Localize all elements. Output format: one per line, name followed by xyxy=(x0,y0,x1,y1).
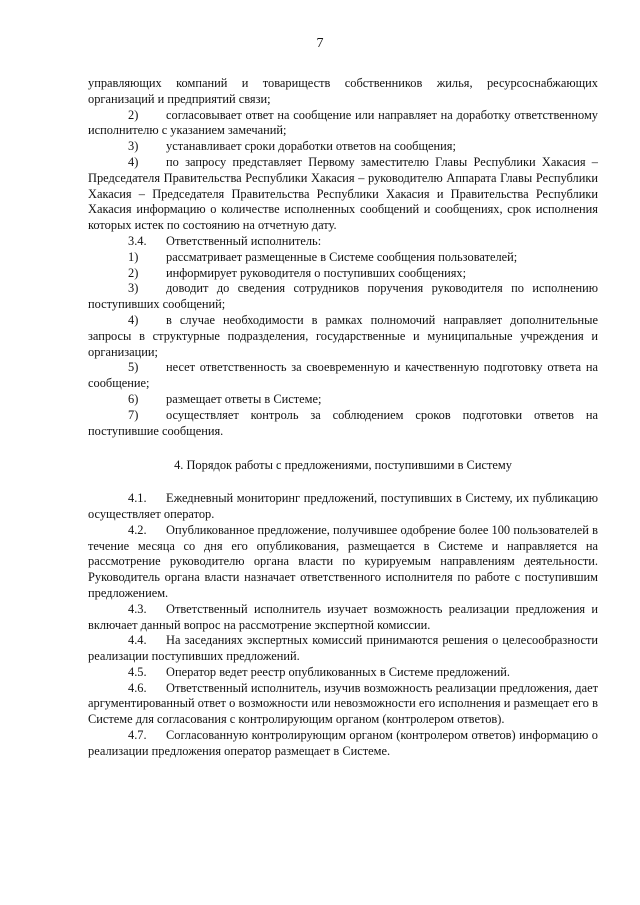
list-item xyxy=(88,408,598,440)
item-text: рассматривает размещенные в Системе сообщения пользователей; xyxy=(166,249,518,264)
item-number: 2) xyxy=(128,265,139,280)
list-item xyxy=(88,633,598,665)
item-text: информирует руководителя о поступивших сообщениях; xyxy=(166,265,467,280)
item-number: 4.4. xyxy=(128,633,147,648)
item-text: Ответственный исполнитель: xyxy=(166,233,322,248)
list-item xyxy=(88,392,598,408)
section-3-continuation xyxy=(88,76,598,439)
item-number: 2) xyxy=(128,107,139,122)
section-4-body xyxy=(88,491,598,760)
item-number: 4.5. xyxy=(128,664,147,679)
list-item xyxy=(88,728,598,760)
item-text: размещает ответы в Системе; xyxy=(166,391,322,406)
item-number: 4.6. xyxy=(128,680,147,695)
item-number: 3) xyxy=(128,281,139,296)
item-number: 6) xyxy=(128,391,139,406)
item-text: осуществляет контроль за соблюдением сроков подготовки ответов на поступившие сообщения. xyxy=(88,407,598,438)
list-item xyxy=(88,491,598,523)
list-item xyxy=(88,681,598,728)
item-text: в случае необходимости в рамках полномочий направляет дополнительные запросы в структурные подразделения, государственные и муниципальные учреждения и организации; xyxy=(88,312,598,359)
item-text: Согласованную контролирующим органом (контролером ответов) информацию о реализации предложения оператор размещает в Системе. xyxy=(88,728,598,758)
item-text: доводит до сведения сотрудников поручения руководителя по исполнению поступивших сообщений; xyxy=(88,281,598,312)
item-text: устанавливает сроки доработки ответов на сообщения; xyxy=(166,139,456,154)
list-item xyxy=(88,155,598,234)
page-number: 7 xyxy=(316,36,324,51)
item-text: несет ответственность за своевременную и качественную подготовку ответа на сообщение; xyxy=(88,360,598,391)
item-number: 4.1. xyxy=(128,491,147,506)
item-number: 3) xyxy=(128,139,139,154)
list-item xyxy=(88,234,598,250)
item-number: 4.3. xyxy=(128,601,147,616)
item-number: 1) xyxy=(128,249,139,264)
list-item xyxy=(88,266,598,282)
item-number: 4.7. xyxy=(128,728,147,743)
list-item xyxy=(88,523,598,602)
item-text: На заседаниях экспертных комиссий принимаются решения о целесообразности реализации поступивших предложений. xyxy=(88,633,598,664)
list-item xyxy=(88,250,598,266)
list-item xyxy=(88,602,598,634)
paragraph-continuation: управляющих компаний и товариществ собственников жилья, ресурсоснабжающих организаций и предприятий связи; xyxy=(88,76,598,106)
item-number: 7) xyxy=(128,407,139,422)
item-text: Ответственный исполнитель, изучив возможность реализации предложения, дает аргументированный ответ о возможности или невозможности его исполнения и размещает его в Системе для согласования с контролирующим органом (контролером ответов). xyxy=(88,680,598,727)
list-item xyxy=(88,313,598,360)
list-item xyxy=(88,108,598,140)
list-item xyxy=(88,665,598,681)
list-item xyxy=(88,281,598,313)
item-number: 3.4. xyxy=(128,233,147,248)
item-text: согласовывает ответ на сообщение или направляет на доработку ответственному исполнителю с указанием замечаний; xyxy=(88,107,598,138)
item-text: Ежедневный мониторинг предложений, поступивших в Систему, их публикацию осуществляет оператор. xyxy=(88,491,598,521)
document-body xyxy=(88,76,598,760)
item-text: Опубликованное предложение, получившее одобрение более 100 пользователей в течение месяца со дня его опубликования, размещается в Системе и направляется на рассмотрение руководителю органа власти по курируемым направлениям деятельности. Руководитель органа власти назначает ответственного исполнителя по работе с поступившим предложением. xyxy=(88,522,598,600)
item-text: по запросу представляет Первому заместителю Главы Республики Хакасия – Председателя Правительства Республики Хакасия – руководителю Аппарата Главы Республики Хакасия – Председателя Правительства Республики Хакасия и Правительства Республики Хакасия информацию о количестве исполненных сообщений и сообщениях, срок исполнения которых истек по состоянию на отчетную дату. xyxy=(88,154,598,233)
list-item xyxy=(88,139,598,155)
item-number: 4) xyxy=(128,154,139,169)
item-number: 5) xyxy=(128,360,139,375)
item-number: 4.2. xyxy=(128,522,147,537)
item-text: Ответственный исполнитель изучает возможность реализации предложения и включает данный вопрос на рассмотрение экспертной комиссии. xyxy=(88,601,598,632)
item-text: Оператор ведет реестр опубликованных в Системе предложений. xyxy=(166,664,510,679)
item-number: 4) xyxy=(128,312,139,327)
list-item xyxy=(88,360,598,392)
section-4-heading: 4. Порядок работы с предложениями, поступившими в Систему xyxy=(174,458,512,473)
